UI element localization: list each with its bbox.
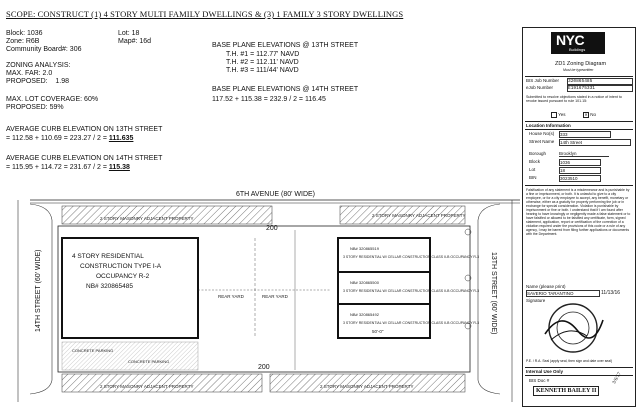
zd1-panel — [522, 27, 636, 407]
street-value: 14th Street — [559, 139, 631, 146]
adjacent-top-label: 2 STORY MASONRY ADJACENT PROPERTY — [100, 216, 194, 221]
ejob-label: eJob Number — [526, 85, 554, 90]
proposed-far: PROPOSED: 1.98 — [6, 78, 70, 85]
no-option — [583, 112, 596, 118]
scope-line — [6, 9, 403, 19]
nyc-logo-text: NYC — [556, 32, 585, 48]
name-label: Name (please print) — [526, 284, 566, 289]
adjacent-top-left-hatch — [62, 206, 272, 224]
pe-seal-icon — [543, 300, 605, 356]
bis-value: 320865485 — [567, 78, 633, 85]
zd1-title: ZD1 Zoning Diagram — [555, 61, 607, 67]
building-line-3: OCCUPANCY R-2 — [96, 273, 150, 280]
bis-label: BIS Job Number — [526, 78, 560, 83]
rear-yard-label: REAR YARD — [218, 294, 244, 299]
submitted-text: Submitted to resolve objections stated in a notice of intent to revoke issued pursuant to rule 101.15: — [526, 95, 622, 104]
max-far: MAX. FAR: 2.0 — [6, 70, 53, 77]
street-right-label: 13TH STREET (60' WIDE) — [490, 252, 497, 335]
block-field-value: 1036 — [559, 159, 601, 166]
building-line-4: NB# 320865485 — [86, 283, 133, 290]
borough-label: Borough — [529, 151, 547, 156]
base-13th-th2: T.H. #2 = 112.11' NAVD — [226, 59, 299, 66]
lot-field-label: Lot — [529, 167, 536, 172]
base-14th-title: BASE PLANE ELEVATIONS @ 14TH STREET — [212, 86, 359, 93]
townhouse-3 — [338, 304, 479, 338]
max-lot-coverage: MAX. LOT COVERAGE: 60% — [6, 96, 99, 103]
adjacent-top-right-label: 2 STORY MASONRY ADJACENT PROPERTY — [372, 213, 466, 218]
parking-area — [62, 342, 198, 370]
community-board-label: Community Board#: 306 — [6, 46, 82, 53]
rear-yard-label-2: REAR YARD — [262, 294, 288, 299]
falsification-text: Falsification of any statement is a misdemeanor and is punishable by a fine or imprisonment, or both. It is unlawful to give to a city employee, or for a city employee to accept, any benefit, monetary or otherwise, either as a gratuity for properly performing the job or in exchange for special consideration. Violation is punishable by imprisonment or fine or both. I understand that if I am found after hearing to have knowingly or negligently made a false statement or to have falsified or allowed to be falsified any certificate, form, signed statement, application, report or certification of the correction of a violation required under the provisions of this code or a rule of any agency, I may be barred from filing further applications or documents with the Department. — [526, 188, 631, 236]
curb-14th-formula — [6, 164, 130, 171]
base-13th-title: BASE PLANE ELEVATIONS @ 13TH STREET — [212, 42, 359, 49]
yes-option — [551, 112, 566, 118]
curb-14th-title: AVERAGE CURB ELEVATION ON 14TH STREET — [6, 155, 163, 162]
townhouse-1-label: 3 STORY RESIDENTIAL W/ CELLAR CONSTRUCTION CLASS II-B OCCUPANCY R-3 — [343, 255, 480, 259]
approved-date: 3/6/17 — [612, 371, 623, 386]
pe-seal-label: P.E. / R.A. Seal (apply seal, then sign and date over seal) — [526, 359, 613, 363]
street-left-label: 14TH STREET (60' WIDE) — [35, 249, 42, 332]
townhouse-3-label: 3 STORY RESIDENTIAL W/ CELLAR CONSTRUCTION CLASS II-B OCCUPANCY R-3 — [343, 321, 480, 325]
avenue-label: 6TH AVENUE (80' WIDE) — [236, 191, 315, 198]
house-value: 333 — [559, 131, 611, 138]
name-value: SAVERIO TARANTINO — [526, 290, 600, 297]
yes-label: Yes — [558, 112, 566, 118]
scope-text: SCOPE: CONSTRUCT (1) 4 STORY MULTI FAMILY DWELLINGS & (3) 1 FAMILY 3 STORY DWELLINGS — [6, 9, 404, 19]
building-line-1: 4 STORY RESIDENTIAL — [72, 253, 144, 260]
dim-bottom: 200 — [258, 364, 270, 371]
curb-13th-formula-text: = 112.58 + 110.69 = 223.27 / 2 = — [6, 135, 109, 142]
townhouse-2 — [338, 272, 479, 304]
adjacent-bottom-left-label: 2 STORY MASONRY ADJACENT PROPERTY — [100, 384, 194, 389]
nyc-logo — [551, 32, 605, 54]
townhouse-3-nb: NB# 320865492 — [350, 312, 379, 317]
street-label: Street Name — [529, 139, 555, 144]
adjacent-bottom-right-label: 2 STORY MASONRY ADJACENT PROPERTY — [320, 384, 414, 389]
base-13th-th1: T.H. #1 = 112.77' NAVD — [226, 51, 300, 58]
block-field-label: Block — [529, 159, 541, 164]
signature-label: Signature — [526, 298, 546, 303]
parking-label-1: CONCRETE PARKING — [72, 348, 114, 353]
building-line-2: CONSTRUCTION TYPE I-A — [80, 263, 162, 270]
house-label: House No(s) — [529, 131, 555, 136]
dim-top: 200 — [266, 225, 278, 232]
zoning-title: ZONING ANALYSIS: — [6, 62, 71, 69]
nyc-logo-sub: Buildings — [569, 47, 586, 52]
townhouse-2-label: 3 STORY RESIDENTIAL W/ CELLAR CONSTRUCTION CLASS II-B OCCUPANCY R-3 — [343, 289, 480, 293]
ejob-value: E191675331 — [567, 85, 633, 92]
map-label: Map#: 16d — [118, 38, 152, 45]
bin-label: BIN — [529, 175, 537, 180]
curb-13th-formula — [6, 135, 133, 142]
zd1-subtitle: Must be typewritten — [563, 68, 594, 72]
parking-label-2: CONCRETE PARKING — [128, 359, 170, 364]
base-13th-th3: T.H. #3 = 111/44' NAVD — [226, 67, 299, 74]
no-label: No — [590, 112, 597, 118]
yes-checkbox — [551, 112, 557, 118]
townhouse-2-nb: NB# 320865500 — [350, 280, 379, 285]
curb-14th-result: 115.38 — [108, 164, 130, 171]
adjacent-bottom-left-hatch — [62, 374, 262, 392]
curb-13th-result: 111.635 — [108, 135, 134, 142]
curb-13th-title: AVERAGE CURB ELEVATION ON 13TH STREET — [6, 126, 163, 133]
bis-doc-label: BIS Doc # — [529, 378, 550, 383]
lot-label: Lot: 18 — [118, 30, 140, 37]
proposed-coverage: PROPOSED: 59% — [6, 104, 64, 111]
townhouse-1-nb: NB# 320865519 — [350, 246, 379, 251]
base-14th-formula: 117.52 + 115.38 = 232.9 / 2 = 116.45 — [212, 96, 326, 103]
location-title: Location Information — [525, 121, 633, 130]
block-label: Block: 1036 — [6, 30, 43, 37]
curb-14th-formula-text: = 115.95 + 114.72 = 231.67 / 2 = — [6, 164, 109, 171]
lot-field-value: 18 — [559, 167, 601, 174]
zone-label: Zone: R6B — [6, 38, 40, 45]
no-checkbox: ✕ — [584, 112, 588, 117]
approver-stamp: KENNETH BAILEY II — [533, 386, 599, 396]
townhouse-1 — [338, 238, 479, 272]
site-plan — [0, 180, 522, 412]
signature-icon — [545, 320, 603, 338]
date-value: 11/13/16 — [601, 290, 621, 296]
adjacent-bottom-right-hatch — [270, 374, 465, 392]
borough-value: Brooklyn — [559, 151, 609, 157]
internal-title: Internal Use Only — [525, 367, 633, 376]
townhouse-dim: 50'-0" — [372, 329, 384, 334]
bin-value: 3023510 — [559, 175, 601, 182]
